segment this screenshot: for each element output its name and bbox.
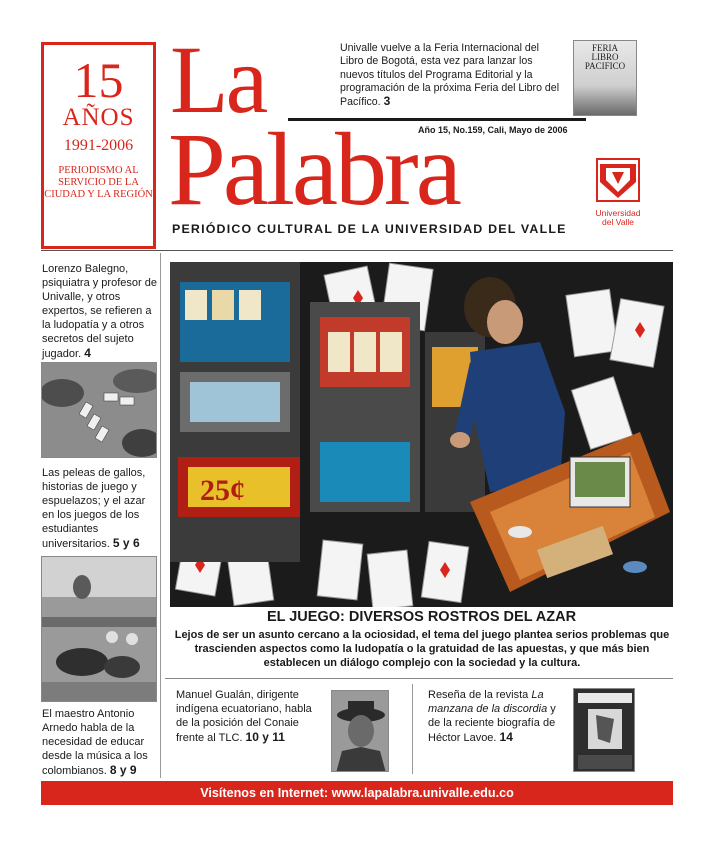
cockfight-photo[interactable] (41, 556, 157, 702)
anniversary-badge (41, 42, 156, 249)
sidebar-item-text: El maestro Antonio Arnedo habla de la necesidad de educar desde la música a los colombianos. (42, 708, 148, 777)
header-divider (41, 250, 673, 251)
sidebar-item-gallos[interactable] (42, 466, 157, 551)
sidebar-item-page: 5 y 6 (112, 536, 140, 550)
univalle-logo-icon (596, 158, 640, 202)
dominoes-image (42, 363, 157, 458)
feria-thumb-line: LIBRO (591, 52, 619, 62)
teaser-page: 10 y 11 (245, 730, 285, 744)
badge-number: 15 (73, 52, 124, 108)
sidebar-item-text: Lorenzo Balegno, psiquiatra y profesor de Univalle, y otros expertos, se refieren a la ludopatía y a otros secretos del sujeto jugador. (42, 263, 157, 360)
feria-promo[interactable] (340, 42, 562, 109)
teaser-title: La manzana de la discordia (428, 689, 548, 715)
badge-anos: AÑOS (62, 104, 135, 131)
website-footer-bar[interactable]: Visítenos en Internet: www.lapalabra.univalle.edu.co (41, 781, 673, 805)
feria-poster-thumbnail[interactable] (573, 40, 637, 116)
manzana-cover-thumbnail[interactable] (573, 688, 635, 772)
teaser-text: Manuel Gualán, dirigente indígena ecuatoriano, habla de la posición del Conaie frente al TLC. (176, 689, 312, 744)
dominoes-photo[interactable] (41, 362, 157, 458)
cover-photo-image (170, 262, 673, 607)
manzana-cover-image (574, 689, 635, 772)
bottom-section-divider (165, 678, 673, 679)
teaser-page: 14 (499, 730, 513, 744)
cover-deck: Lejos de ser un asunto cercano a la ociosidad, el tema del juego plantea serios problemas que trascienden aspectos como la ludopatía o la gratuidad de las apuestas, y que más bien establecen un diálogo complejo con la sociedad y la cultura. (174, 629, 670, 669)
gualan-portrait-image (332, 691, 389, 772)
badge-tagline: PERIODISMO AL SERVICIO DE LA CIUDAD Y LA REGIÓN (44, 165, 153, 200)
feria-thumb-line: FERIA (591, 43, 618, 53)
teaser-manzana-review[interactable] (428, 688, 568, 745)
sidebar-item-page: 8 y 9 (109, 763, 137, 777)
gualan-portrait-photo[interactable] (331, 690, 389, 772)
badge-years: 1991-2006 (63, 137, 134, 154)
cover-headline[interactable]: EL JUEGO: DIVERSOS ROSTROS DEL AZAR (266, 609, 577, 625)
slot-price-label: 25¢ (200, 474, 245, 507)
cockfight-image (42, 557, 157, 702)
sidebar-item-arnedo[interactable] (42, 707, 157, 778)
feria-promo-text: Univalle vuelve a la Feria Internacional del Libro de Bogotá, esta vez para lanzar los nuevos títulos del Programa Editorial y la programación de la próxima Feria del Libro del Pacífico. (340, 42, 560, 109)
univalle-logo-text: Universidad del Valle (595, 208, 641, 227)
teaser-text-post: y de la reciente biografía de Héctor Lavoe. (428, 703, 556, 744)
sidebar-item-page: 4 (84, 346, 91, 360)
teaser-gualan[interactable] (176, 688, 326, 745)
univalle-logo (594, 158, 642, 227)
teaser-text-pre: Reseña de la revista (428, 689, 532, 701)
masthead-palabra: Palabra (168, 112, 459, 227)
feria-promo-page: 3 (383, 94, 391, 109)
sidebar-item-text: Las peleas de gallos, historias de juego y espuelazos; y el azar en los juegos de los estudiantes universitarios. (42, 467, 146, 550)
sidebar-divider (160, 253, 161, 778)
teaser-divider (412, 684, 413, 774)
masthead-la: La (170, 26, 266, 133)
feria-thumb-line: PACIFICO (584, 61, 626, 71)
issue-info: Año 15, No.159, Cali, Mayo de 2006 (418, 125, 568, 135)
cover-photo-gambling[interactable] (170, 262, 673, 607)
sidebar-item-ludopatia[interactable] (42, 262, 157, 361)
masthead-tagline: PERIÓDICO CULTURAL DE LA UNIVERSIDAD DEL VALLE (172, 222, 567, 236)
